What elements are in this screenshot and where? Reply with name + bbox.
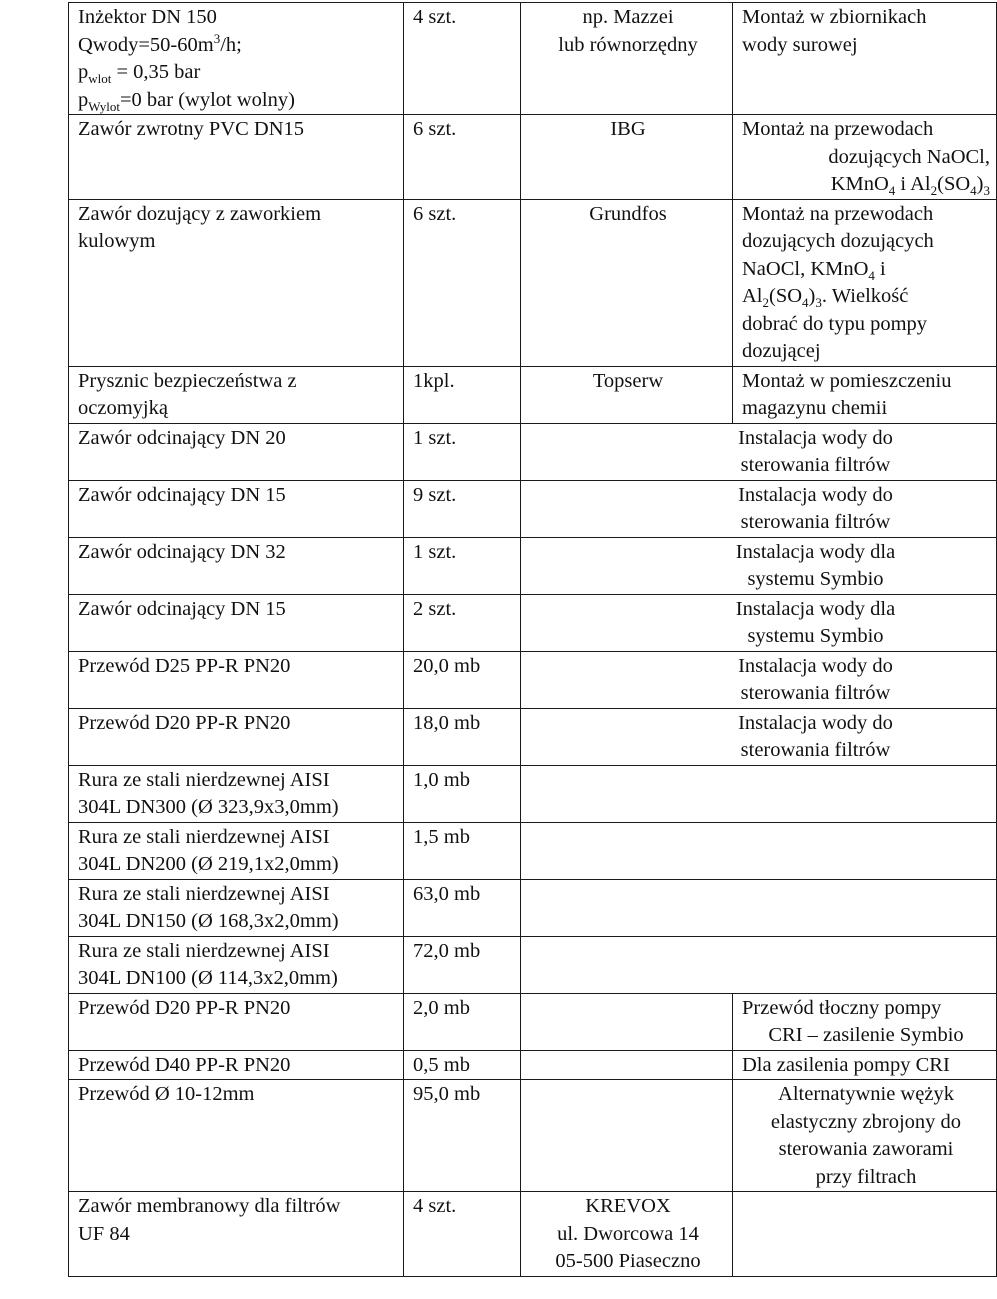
chemical-formula: $Al_2(SO_4)_3$. Wielkość	[742, 285, 909, 311]
manufacturer-cell: IBG	[521, 115, 733, 200]
qty-cell: 1 szt.	[404, 423, 521, 480]
note-cell: Instalacja wody do sterowania filtrów	[521, 423, 997, 480]
table-row	[69, 879, 997, 936]
qty-cell: 4 szt.	[404, 3, 521, 115]
item-name-cell: Rura ze stali nierdzewnej AISI 304L DN300 (Ø 323,9x3,0mm)	[69, 765, 404, 822]
note-cell: Instalacja wody do sterowania filtrów	[521, 480, 997, 537]
qty-cell: 0,5 mb	[404, 1050, 521, 1080]
note-cell: Instalacja wody do sterowania filtrów	[521, 651, 997, 708]
note-cell: Instalacja wody dla systemu Symbio	[521, 594, 997, 651]
note-cell: Przewód tłoczny pompy CRI – zasilenie Symbio	[733, 993, 997, 1050]
note-cell: Montaż na przewodach dozujących dozujących NaOCl, KMnO$_4$ i $Al_2(SO_4)_3$. Wielkość dobrać do typu pompy dozującej	[733, 199, 997, 366]
qty-cell: 2,0 mb	[404, 993, 521, 1050]
note-cell: Alternatywnie wężyk elastyczny zbrojony do sterowania zaworami przy filtrach	[733, 1080, 997, 1192]
manufacturer-cell	[521, 993, 733, 1050]
qty-cell: 6 szt.	[404, 199, 521, 366]
table-row	[69, 936, 997, 993]
table-row	[69, 651, 997, 708]
note-cell	[733, 1192, 997, 1277]
manufacturer-cell: Grundfos	[521, 199, 733, 366]
manufacturer-cell: Topserw	[521, 366, 733, 423]
table-row	[69, 1050, 997, 1080]
manufacturer-cell: KREVOX ul. Dworcowa 14 05-500 Piaseczno	[521, 1192, 733, 1277]
table-row	[69, 115, 997, 200]
note-cell: Instalacja wody do sterowania filtrów	[521, 708, 997, 765]
item-name-cell: Prysznic bezpieczeństwa z oczomyjką	[69, 366, 404, 423]
item-name-cell: Zawór odcinający DN 20	[69, 423, 404, 480]
table-row	[69, 993, 997, 1050]
qty-cell: 18,0 mb	[404, 708, 521, 765]
table-row	[69, 199, 997, 366]
qty-cell: 1,5 mb	[404, 822, 521, 879]
item-name-cell: Zawór membranowy dla filtrów UF 84	[69, 1192, 404, 1277]
table-row	[69, 1192, 997, 1277]
item-name-cell: Zawór zwrotny PVC DN15	[69, 115, 404, 200]
qty-cell: 1 szt.	[404, 537, 521, 594]
item-name-cell: Rura ze stali nierdzewnej AISI 304L DN150 (Ø 168,3x2,0mm)	[69, 879, 404, 936]
table-row	[69, 1080, 997, 1192]
note-cell	[521, 936, 997, 993]
item-name-cell: Zawór odcinający DN 15	[69, 480, 404, 537]
qty-cell: 4 szt.	[404, 1192, 521, 1277]
table-row	[69, 366, 997, 423]
item-name-cell: Przewód D40 PP-R PN20	[69, 1050, 404, 1080]
qty-cell: 95,0 mb	[404, 1080, 521, 1192]
manufacturer-cell: np. Mazzei lub równorzędny	[521, 3, 733, 115]
qty-cell: 72,0 mb	[404, 936, 521, 993]
note-cell: Montaż w zbiornikach wody surowej	[733, 3, 997, 115]
qty-cell: 9 szt.	[404, 480, 521, 537]
note-cell: Montaż w pomieszczeniu magazynu chemii	[733, 366, 997, 423]
note-cell	[521, 879, 997, 936]
note-cell	[521, 822, 997, 879]
item-name-cell: Zawór odcinający DN 15	[69, 594, 404, 651]
table-row	[69, 480, 997, 537]
chemical-formula: KMnO$_4$ i $Al_2(SO_4)_3$	[830, 173, 990, 199]
outlet-pressure: $p_{Wylot}=0$ bar (wylot wolny)	[78, 88, 295, 114]
table-row	[69, 708, 997, 765]
qty-cell: 1kpl.	[404, 366, 521, 423]
flow-rate: $Qwody=50-60m^3/h$;	[78, 30, 242, 56]
item-name-cell: Przewód D25 PP-R PN20	[69, 651, 404, 708]
item-name-cell: Rura ze stali nierdzewnej AISI 304L DN100 (Ø 114,3x2,0mm)	[69, 936, 404, 993]
qty-cell: 6 szt.	[404, 115, 521, 200]
item-name-cell: Rura ze stali nierdzewnej AISI 304L DN200 (Ø 219,1x2,0mm)	[69, 822, 404, 879]
qty-cell: 1,0 mb	[404, 765, 521, 822]
item-name-cell: Zawór odcinający DN 32	[69, 537, 404, 594]
note-cell: Dla zasilenia pompy CRI	[733, 1050, 997, 1080]
inlet-pressure: $p_{wlot} = 0,35$ bar	[78, 61, 201, 87]
table-row	[69, 537, 997, 594]
item-name-cell: Przewód Ø 10-12mm	[69, 1080, 404, 1192]
item-name-cell: Przewód D20 PP-R PN20	[69, 993, 404, 1050]
manufacturer-cell	[521, 1080, 733, 1192]
item-name-cell: Zawór dozujący z zaworkiem kulowym	[69, 199, 404, 366]
qty-cell: 20,0 mb	[404, 651, 521, 708]
qty-cell: 63,0 mb	[404, 879, 521, 936]
note-cell	[521, 765, 997, 822]
equipment-table	[68, 2, 997, 1277]
table-row	[69, 423, 997, 480]
note-cell: Montaż na przewodach dozujących NaOCl, KMnO$_4$ i $Al_2(SO_4)_3$	[733, 115, 997, 200]
manufacturer-cell	[521, 1050, 733, 1080]
qty-cell: 2 szt.	[404, 594, 521, 651]
table-row	[69, 765, 997, 822]
chemical-formula: NaOCl, KMnO$_4$ i	[742, 257, 886, 283]
table-row	[69, 594, 997, 651]
item-name-cell: Inżektor DN 150 $Qwody=50-60m^3/h$; $p_{wlot} = 0,35$ bar $p_{Wylot}=0$ bar (wylot wolny)	[69, 3, 404, 115]
table-row	[69, 822, 997, 879]
table-row	[69, 3, 997, 115]
item-name-cell: Przewód D20 PP-R PN20	[69, 708, 404, 765]
note-cell: Instalacja wody dla systemu Symbio	[521, 537, 997, 594]
